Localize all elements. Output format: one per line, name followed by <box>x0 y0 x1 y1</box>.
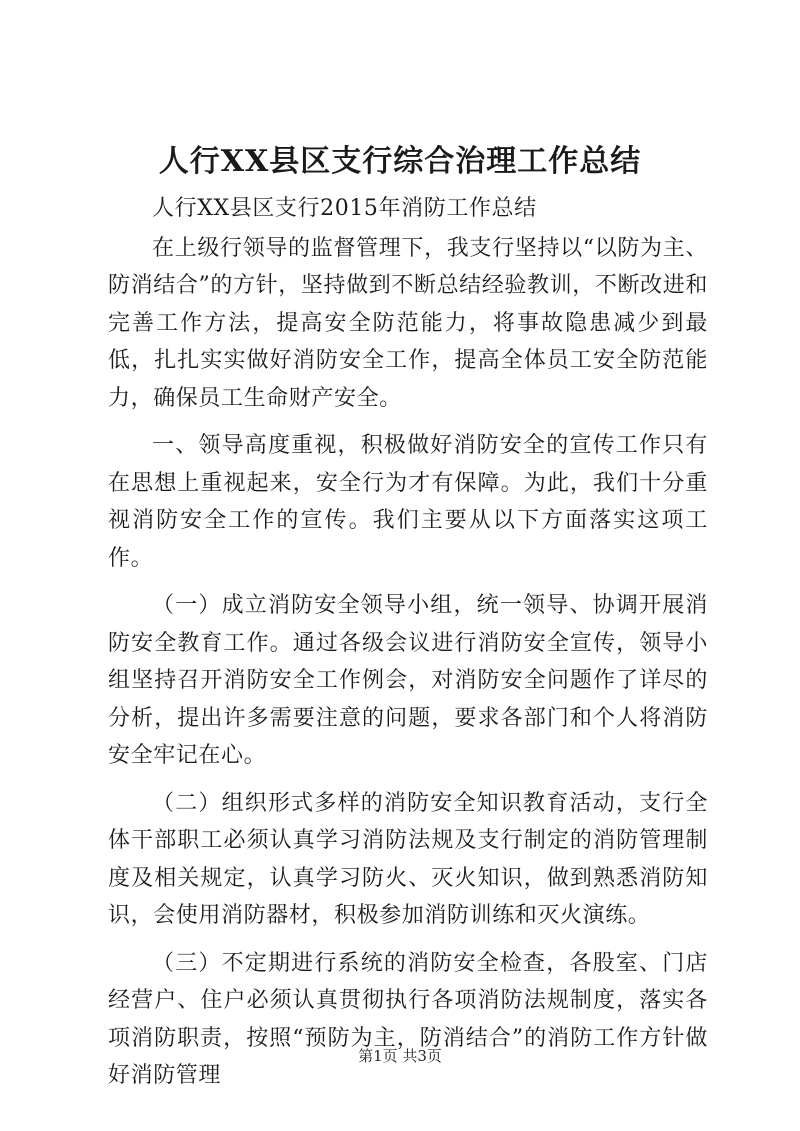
paragraph-intro: 在上级行领导的监督管理下，我支行坚持以“以防为主、防消结合”的方针，坚持做到不断总结经验教训，不断改进和完善工作方法，提高安全防范能力，将事故隐患减少到最低，扎扎实实做好消防安全工作，提高全体员工安全防范能力，确保员工生命财产安全。 <box>108 235 708 411</box>
paragraph-item-2: （二）组织形式多样的消防安全知识教育活动，支行全体干部职工必须认真学习消防法规及支行制定的消防管理制度及相关规定，认真学习防火、灭火知识，做到熟悉消防知识，会使用消防器材，积极参加消防训练和灭火演练。 <box>108 790 708 928</box>
document-subtitle: 人行XX县区支行2015年消防工作总结 <box>152 196 537 221</box>
document-title: 人行XX县区支行综合治理工作总结 <box>158 144 642 179</box>
paragraph-section-1: 一、领导高度重视，积极做好消防安全的宣传工作只有在思想上重视起来，安全行为才有保障。为此，我们十分重视消防安全工作的宣传。我们主要从以下方面落实这项工作。 <box>108 433 708 571</box>
page-number-footer: 第1页 共3页 <box>358 1047 442 1065</box>
paragraph-item-3: （三）不定期进行系统的消防安全检查，各股室、门店经营户、住户必须认真贯彻执行各项消防法规制度，落实各项消防职责，按照“预防为主，防消结合”的消防工作方针做好消防管理 <box>108 950 708 1088</box>
document-body <box>108 190 708 1105</box>
paragraph-item-1: （一）成立消防安全领导小组，统一领导、协调开展消防安全教育工作。通过各级会议进行消防安全宣传，领导小组坚持召开消防安全工作例会，对消防安全问题作了详尽的分析，提出许多需要注意的问题，要求各部门和个人将消防安全牢记在心。 <box>108 593 708 768</box>
